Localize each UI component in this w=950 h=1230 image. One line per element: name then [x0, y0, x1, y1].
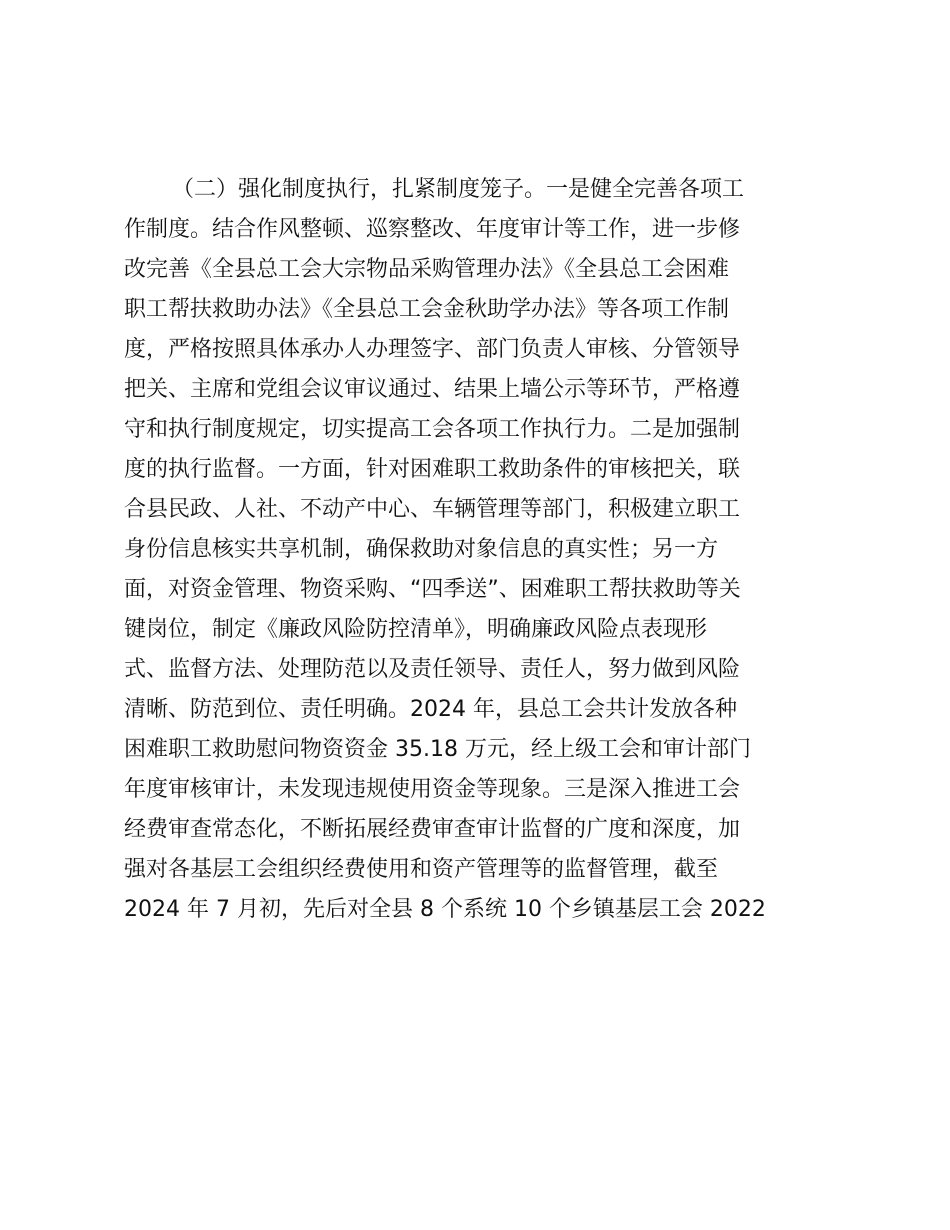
text-line: 度，严格按照具体承办人办理签字、部门负责人审核、分管领导 — [124, 337, 741, 362]
text-line: 困难职工救助慰问物资资金 35.18 万元，经上级工会和审计部门 — [124, 737, 751, 762]
text-line: 身份信息核实共享机制，确保救助对象信息的真实性；另一方 — [124, 537, 719, 562]
body-paragraph — [124, 170, 834, 930]
text-line: 键岗位，制定《廉政风险防控清单》，明确廉政风险点表现形 — [124, 617, 708, 642]
text-line: 职工帮扶救助办法》《全县总工会金秋助学办法》等各项工作制 — [124, 297, 730, 322]
text-line: （二）强化制度执行，扎紧制度笼子。一是健全完善各项工 — [172, 177, 745, 202]
text-line: 式、监督方法、处理防范以及责任领导、责任人，努力做到风险 — [124, 657, 741, 682]
text-line: 年度审核审计，未发现违规使用资金等现象。三是深入推进工会 — [124, 777, 741, 802]
text-line: 经费审查常态化，不断拓展经费审查审计监督的广度和深度，加 — [124, 817, 741, 842]
text-line: 作制度。结合作风整顿、巡察整改、年度审计等工作，进一步修 — [124, 217, 741, 242]
text-line: 把关、主席和党组会议审议通过、结果上墙公示等环节，严格遵 — [124, 377, 741, 402]
text-line: 2024 年 7 月初，先后对全县 8 个系统 10 个乡镇基层工会 2022 — [124, 897, 766, 922]
text-line: 改完善《全县总工会大宗物品采购管理办法》《全县总工会困难 — [124, 257, 730, 282]
text-line: 清晰、防范到位、责任明确。2024 年，县总工会共计发放各种 — [124, 697, 737, 722]
text-line: 守和执行制度规定，切实提高工会各项工作执行力。二是加强制 — [124, 417, 741, 442]
text-line: 面，对资金管理、物资采购、“四季送”、困难职工帮扶救助等关 — [124, 577, 741, 602]
text-line: 合县民政、人社、不动产中心、车辆管理等部门，积极建立职工 — [124, 497, 741, 522]
text-line: 强对各基层工会组织经费使用和资产管理等的监督管理，截至 — [124, 857, 719, 882]
text-line: 度的执行监督。一方面，针对困难职工救助条件的审核把关，联 — [124, 457, 741, 482]
